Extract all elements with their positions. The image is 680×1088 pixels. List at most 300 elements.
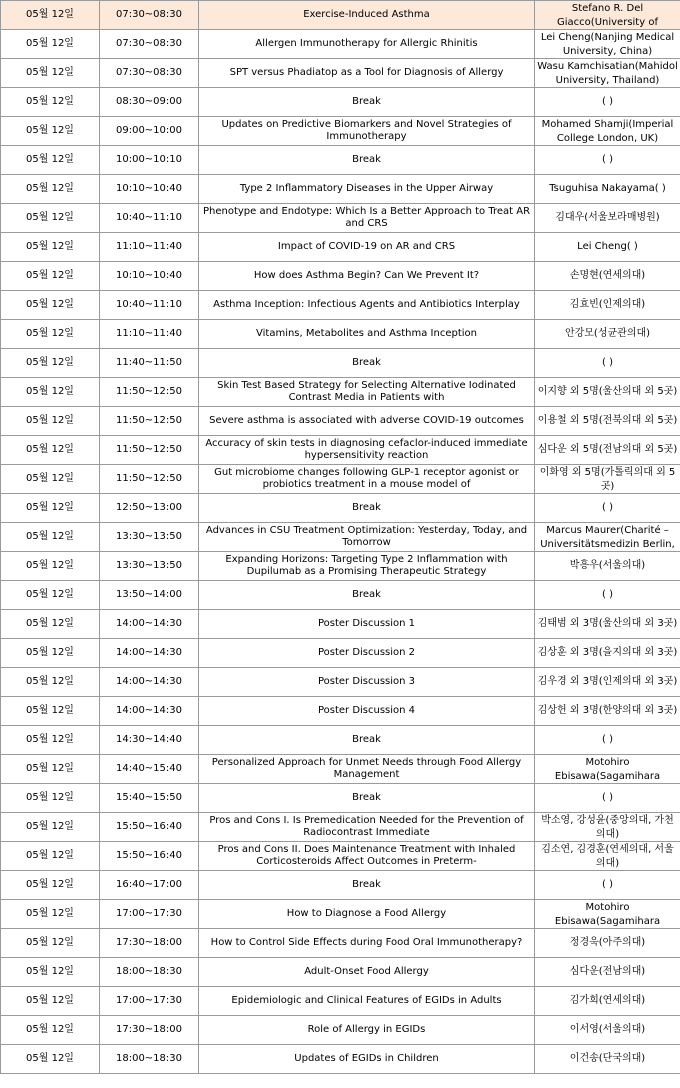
session-speaker: Wasu Kamchisatian(Mahidol University, Thailand): [537, 61, 678, 86]
session-speaker-cell: [535, 262, 680, 291]
session-title-cell: [199, 233, 535, 262]
session-speaker: Motohiro Ebisawa(Sagamihara: [554, 902, 661, 927]
session-title: Updates of EGIDs in Children: [294, 1052, 439, 1064]
table-row: [1, 494, 680, 523]
session-date: 05월 12일: [26, 1024, 74, 1035]
session-date: 05월 12일: [26, 531, 74, 542]
session-title-cell: [199, 291, 535, 320]
session-speaker-cell: [535, 494, 680, 523]
session-time: 07:30~08:30: [115, 67, 182, 78]
session-time-cell: [100, 639, 199, 668]
session-speaker-cell: [535, 639, 680, 668]
table-row: [1, 987, 680, 1016]
session-title: Adult-Onset Food Allergy: [304, 965, 429, 977]
session-title: Personalized Approach for Unmet Needs through Food Allergy Management: [211, 756, 522, 780]
session-date-cell: [1, 1045, 100, 1074]
session-title-cell: [199, 755, 535, 784]
session-date: 05월 12일: [26, 734, 74, 745]
session-title: Break: [352, 588, 381, 600]
session-speaker: 김상헌 외 3명(한양의대 외 3곳): [537, 705, 678, 716]
session-title: Expanding Horizons: Targeting Type 2 Inflammation with Dupilumab as a Promising Therapeutic Strategy: [225, 553, 508, 577]
session-speaker: 이건송(단국의대): [569, 1053, 646, 1064]
session-time-cell: [100, 378, 199, 407]
session-time-cell: [100, 755, 199, 784]
session-date-cell: [1, 291, 100, 320]
session-speaker-cell: [535, 697, 680, 726]
session-date-cell: [1, 436, 100, 465]
table-row: [1, 842, 680, 871]
session-speaker: ( ): [602, 734, 613, 745]
session-title-cell: [199, 871, 535, 900]
session-title: How does Asthma Begin? Can We Prevent It?: [253, 269, 480, 281]
session-date-cell: [1, 407, 100, 436]
session-speaker: ( ): [602, 96, 613, 107]
session-speaker-cell: [535, 987, 680, 1016]
session-title: Break: [352, 878, 381, 890]
session-title-cell: [199, 668, 535, 697]
session-title: Break: [352, 791, 381, 803]
session-speaker-cell: [535, 204, 680, 233]
session-date-cell: [1, 668, 100, 697]
session-title-cell: [199, 117, 535, 146]
session-date-cell: [1, 117, 100, 146]
session-date-cell: [1, 813, 100, 842]
session-time: 10:10~10:40: [115, 183, 182, 194]
session-speaker: 이서영(서울의대): [569, 1024, 646, 1035]
session-title-cell: [199, 726, 535, 755]
session-time: 14:00~14:30: [115, 676, 182, 687]
session-date: 05월 12일: [26, 473, 74, 484]
session-title: SPT versus Phadiatop as a Tool for Diagnosis of Allergy: [229, 66, 504, 78]
session-date-cell: [1, 929, 100, 958]
session-title-cell: [199, 175, 535, 204]
session-speaker-cell: [535, 958, 680, 987]
session-time: 13:30~13:50: [115, 531, 182, 542]
session-speaker-cell: [535, 523, 680, 552]
session-title-cell: [199, 581, 535, 610]
session-title-cell: [199, 349, 535, 378]
session-time-cell: [100, 1045, 199, 1074]
table-row: [1, 378, 680, 407]
session-time: 15:50~16:40: [115, 821, 182, 832]
session-date: 05월 12일: [26, 850, 74, 861]
session-speaker-cell: [535, 30, 680, 59]
session-title-cell: [199, 523, 535, 552]
session-date: 05월 12일: [26, 212, 74, 223]
session-speaker: 김상훈 외 3명(을지의대 외 3곳): [537, 647, 678, 658]
session-date: 05월 12일: [26, 705, 74, 716]
session-time-cell: [100, 784, 199, 813]
table-row: [1, 262, 680, 291]
session-time: 10:10~10:40: [115, 270, 182, 281]
session-time: 11:40~11:50: [115, 357, 182, 368]
session-title: Break: [352, 501, 381, 513]
session-title-cell: [199, 610, 535, 639]
session-date: 05월 12일: [26, 125, 74, 136]
session-time-cell: [100, 523, 199, 552]
session-speaker-cell: [535, 175, 680, 204]
table-row: [1, 117, 680, 146]
session-title: Break: [352, 95, 381, 107]
session-time: 07:30~08:30: [115, 9, 182, 20]
session-speaker-cell: [535, 668, 680, 697]
session-date-cell: [1, 610, 100, 639]
session-speaker: 이용철 외 5명(전북의대 외 5곳): [537, 415, 678, 426]
session-time-cell: [100, 30, 199, 59]
session-speaker-cell: [535, 465, 680, 494]
session-time-cell: [100, 958, 199, 987]
session-title: Poster Discussion 3: [317, 675, 416, 687]
session-title: Impact of COVID-19 on AR and CRS: [277, 240, 456, 252]
session-speaker: 심다운(전남의대): [569, 966, 646, 977]
session-date-cell: [1, 958, 100, 987]
session-title-cell: [199, 146, 535, 175]
session-time-cell: [100, 233, 199, 262]
session-time-cell: [100, 552, 199, 581]
session-time-cell: [100, 987, 199, 1016]
session-time-cell: [100, 465, 199, 494]
session-title: Break: [352, 153, 381, 165]
session-time-cell: [100, 929, 199, 958]
session-time: 17:00~17:30: [115, 995, 182, 1006]
session-time-cell: [100, 900, 199, 929]
session-speaker: ( ): [602, 154, 613, 165]
session-title-cell: [199, 639, 535, 668]
session-date: 05월 12일: [26, 937, 74, 948]
session-speaker: 이화영 외 5명(가톨릭의대 외 5곳): [539, 467, 676, 492]
session-date-cell: [1, 987, 100, 1016]
session-speaker: ( ): [602, 879, 613, 890]
session-date: 05월 12일: [26, 647, 74, 658]
session-time-cell: [100, 407, 199, 436]
session-time-cell: [100, 175, 199, 204]
session-time: 12:50~13:00: [115, 502, 182, 513]
session-speaker-cell: [535, 117, 680, 146]
session-speaker: Lei Cheng( ): [577, 241, 638, 252]
session-time: 08:30~09:00: [115, 96, 182, 107]
session-speaker-cell: [535, 842, 680, 871]
session-date-cell: [1, 262, 100, 291]
session-time: 17:30~18:00: [115, 1024, 182, 1035]
session-speaker: Marcus Maurer(Charité – Universitätsmedizin Berlin,: [540, 525, 675, 550]
session-date: 05월 12일: [26, 415, 74, 426]
session-time: 14:00~14:30: [115, 705, 182, 716]
session-date-cell: [1, 842, 100, 871]
session-date: 05월 12일: [26, 821, 74, 832]
session-time-cell: [100, 88, 199, 117]
session-title: Skin Test Based Strategy for Selecting Alternative Iodinated Contrast Media in Patients with: [217, 379, 516, 403]
session-date-cell: [1, 726, 100, 755]
session-time-cell: [100, 117, 199, 146]
session-title: Type 2 Inflammatory Diseases in the Upper Airway: [239, 182, 494, 194]
session-title: Phenotype and Endotype: Which Is a Better Approach to Treat AR and CRS: [202, 205, 531, 229]
session-speaker: Stefano R. Del Giacco(University of: [557, 3, 658, 28]
session-title-cell: [199, 262, 535, 291]
session-speaker: ( ): [602, 357, 613, 368]
session-title-cell: [199, 842, 535, 871]
session-date: 05월 12일: [26, 328, 74, 339]
session-speaker-cell: [535, 436, 680, 465]
session-speaker: 김소연, 김경훈(연세의대, 서울의대): [541, 844, 674, 869]
session-time: 14:30~14:40: [115, 734, 182, 745]
session-speaker: 김대우(서울보라매병원): [555, 212, 660, 223]
table-row: [1, 1, 680, 30]
session-speaker-cell: [535, 610, 680, 639]
session-time-cell: [100, 1, 199, 30]
session-title: Severe asthma is associated with adverse COVID-19 outcomes: [209, 414, 524, 426]
session-date-cell: [1, 871, 100, 900]
table-row: [1, 610, 680, 639]
session-speaker: ( ): [602, 792, 613, 803]
table-row: [1, 668, 680, 697]
session-time: 17:00~17:30: [115, 908, 182, 919]
table-row: [1, 320, 680, 349]
session-title: Pros and Cons I. Is Premedication Needed for the Prevention of Radiocontrast Immediate: [209, 814, 524, 838]
session-time-cell: [100, 146, 199, 175]
session-time: 07:30~08:30: [115, 38, 182, 49]
table-row: [1, 929, 680, 958]
session-time: 18:00~18:30: [115, 966, 182, 977]
session-speaker-cell: [535, 291, 680, 320]
session-date: 05월 12일: [26, 299, 74, 310]
table-row: [1, 523, 680, 552]
session-speaker-cell: [535, 349, 680, 378]
session-date-cell: [1, 59, 100, 88]
table-row: [1, 1045, 680, 1074]
session-speaker-cell: [535, 233, 680, 262]
session-date-cell: [1, 320, 100, 349]
session-time-cell: [100, 494, 199, 523]
table-row: [1, 88, 680, 117]
table-row: [1, 146, 680, 175]
session-speaker-cell: [535, 929, 680, 958]
session-title: Accuracy of skin tests in diagnosing cefaclor-induced immediate hypersensitivity reaction: [205, 437, 528, 461]
session-speaker: 심다운 외 5명(전남의대 외 5곳): [537, 444, 678, 455]
session-title-cell: [199, 1045, 535, 1074]
session-date-cell: [1, 30, 100, 59]
session-title: How to Diagnose a Food Allergy: [286, 907, 447, 919]
session-date-cell: [1, 175, 100, 204]
session-speaker: 이지향 외 5명(울산의대 외 5곳): [537, 386, 678, 397]
session-time-cell: [100, 262, 199, 291]
session-date-cell: [1, 639, 100, 668]
session-title: How to Control Side Effects during Food Oral Immunotherapy?: [210, 936, 523, 948]
session-time: 14:00~14:30: [115, 647, 182, 658]
table-row: [1, 726, 680, 755]
session-title-cell: [199, 1016, 535, 1045]
session-time-cell: [100, 436, 199, 465]
session-time: 10:40~11:10: [115, 212, 182, 223]
session-time-cell: [100, 59, 199, 88]
table-row: [1, 784, 680, 813]
session-title: Role of Allergy in EGIDs: [307, 1023, 426, 1035]
session-title: Updates on Predictive Biomarkers and Novel Strategies of Immunotherapy: [221, 118, 512, 142]
session-title-cell: [199, 929, 535, 958]
table-row: [1, 581, 680, 610]
session-speaker-cell: [535, 59, 680, 88]
session-speaker: 손명현(연세의대): [569, 270, 646, 281]
session-time-cell: [100, 349, 199, 378]
session-speaker: 정경욱(아주의대): [569, 937, 646, 948]
session-time-cell: [100, 697, 199, 726]
session-date: 05월 12일: [26, 386, 74, 397]
session-time-cell: [100, 668, 199, 697]
session-title-cell: [199, 813, 535, 842]
session-title-cell: [199, 88, 535, 117]
session-speaker-cell: [535, 813, 680, 842]
session-time-cell: [100, 291, 199, 320]
session-date-cell: [1, 581, 100, 610]
session-time: 18:00~18:30: [115, 1053, 182, 1064]
session-date: 05월 12일: [26, 676, 74, 687]
session-title-cell: [199, 30, 535, 59]
session-title-cell: [199, 436, 535, 465]
table-row: [1, 436, 680, 465]
session-title-cell: [199, 204, 535, 233]
session-speaker-cell: [535, 755, 680, 784]
session-date-cell: [1, 697, 100, 726]
session-date: 05월 12일: [26, 96, 74, 107]
session-time: 10:40~11:10: [115, 299, 182, 310]
session-date-cell: [1, 378, 100, 407]
session-title-cell: [199, 59, 535, 88]
table-row: [1, 465, 680, 494]
table-row: [1, 175, 680, 204]
session-time: 16:40~17:00: [115, 879, 182, 890]
session-date: 05월 12일: [26, 618, 74, 629]
session-speaker: 박흥우(서울의대): [569, 560, 646, 571]
session-time: 11:50~12:50: [115, 473, 182, 484]
session-speaker-cell: [535, 378, 680, 407]
session-speaker: 안강모(성균관의대): [564, 328, 651, 339]
session-date: 05월 12일: [26, 502, 74, 513]
session-date-cell: [1, 349, 100, 378]
session-time: 14:00~14:30: [115, 618, 182, 629]
session-speaker-cell: [535, 871, 680, 900]
table-row: [1, 407, 680, 436]
session-date-cell: [1, 494, 100, 523]
session-speaker-cell: [535, 900, 680, 929]
table-row: [1, 958, 680, 987]
table-row: [1, 813, 680, 842]
session-date-cell: [1, 755, 100, 784]
session-time: 15:40~15:50: [115, 792, 182, 803]
session-speaker: 김가희(연세의대): [569, 995, 646, 1006]
session-date: 05월 12일: [26, 792, 74, 803]
session-date: 05월 12일: [26, 560, 74, 571]
table-row: [1, 697, 680, 726]
session-speaker: Lei Cheng(Nanjing Medical University, China): [540, 32, 675, 57]
session-title: Poster Discussion 1: [317, 617, 416, 629]
session-title: Poster Discussion 2: [317, 646, 416, 658]
session-title: Allergen Immunotherapy for Allergic Rhinitis: [255, 37, 478, 49]
session-title-cell: [199, 552, 535, 581]
session-title: Exercise-Induced Asthma: [303, 8, 430, 20]
session-title: Break: [352, 356, 381, 368]
session-speaker-cell: [535, 726, 680, 755]
session-title: Break: [352, 733, 381, 745]
session-title-cell: [199, 784, 535, 813]
session-speaker-cell: [535, 1016, 680, 1045]
session-speaker: Tsuguhisa Nakayama( ): [549, 183, 666, 194]
session-speaker: Motohiro Ebisawa(Sagamihara: [554, 757, 661, 782]
session-time: 14:40~15:40: [115, 763, 182, 774]
session-title: Poster Discussion 4: [317, 704, 416, 716]
session-speaker-cell: [535, 146, 680, 175]
session-time-cell: [100, 871, 199, 900]
session-date: 05월 12일: [26, 357, 74, 368]
session-date-cell: [1, 523, 100, 552]
session-title-cell: [199, 494, 535, 523]
session-date-cell: [1, 146, 100, 175]
table-row: [1, 755, 680, 784]
session-date: 05월 12일: [26, 38, 74, 49]
session-time-cell: [100, 726, 199, 755]
schedule-body: [1, 1, 680, 1074]
session-speaker-cell: [535, 1, 680, 30]
session-date: 05월 12일: [26, 67, 74, 78]
session-date-cell: [1, 1016, 100, 1045]
session-date: 05월 12일: [26, 183, 74, 194]
session-date-cell: [1, 88, 100, 117]
session-date: 05월 12일: [26, 444, 74, 455]
session-speaker: 김우경 외 3명(인제의대 외 3곳): [537, 676, 678, 687]
session-speaker: 김태범 외 3명(울산의대 외 3곳): [537, 618, 678, 629]
session-date: 05월 12일: [26, 1053, 74, 1064]
session-title: Pros and Cons II. Does Maintenance Treatment with Inhaled Corticosteroids Affect Outcomes in Preterm-: [217, 843, 516, 867]
session-time: 13:50~14:00: [115, 589, 182, 600]
session-title-cell: [199, 987, 535, 1016]
session-title: Asthma Inception: Infectious Agents and Antibiotics Interplay: [213, 298, 520, 310]
session-title: Vitamins, Metabolites and Asthma Inception: [256, 327, 477, 339]
session-title-cell: [199, 320, 535, 349]
table-row: [1, 871, 680, 900]
session-speaker: 김효빈(인제의대): [569, 299, 646, 310]
session-speaker-cell: [535, 581, 680, 610]
session-time: 11:50~12:50: [115, 415, 182, 426]
session-date: 05월 12일: [26, 241, 74, 252]
session-speaker-cell: [535, 552, 680, 581]
session-title: Advances in CSU Treatment Optimization: Yesterday, Today, and Tomorrow: [205, 524, 528, 548]
session-time: 15:50~16:40: [115, 850, 182, 861]
session-time: 10:00~10:10: [115, 154, 182, 165]
session-time-cell: [100, 842, 199, 871]
table-row: [1, 552, 680, 581]
session-speaker-cell: [535, 407, 680, 436]
session-date: 05월 12일: [26, 763, 74, 774]
session-speaker: Mohamed Shamji(Imperial College London, UK): [541, 119, 674, 144]
session-date-cell: [1, 465, 100, 494]
session-time: 11:10~11:40: [115, 241, 182, 252]
table-row: [1, 291, 680, 320]
session-date-cell: [1, 552, 100, 581]
session-title: Epidemiologic and Clinical Features of EGIDs in Adults: [231, 994, 502, 1006]
table-row: [1, 639, 680, 668]
table-row: [1, 204, 680, 233]
session-speaker-cell: [535, 784, 680, 813]
session-date-cell: [1, 784, 100, 813]
table-row: [1, 233, 680, 262]
session-title-cell: [199, 378, 535, 407]
session-time: 11:50~12:50: [115, 386, 182, 397]
session-date: 05월 12일: [26, 154, 74, 165]
session-date: 05월 12일: [26, 589, 74, 600]
session-date-cell: [1, 1, 100, 30]
table-row: [1, 900, 680, 929]
session-date: 05월 12일: [26, 966, 74, 977]
session-title-cell: [199, 407, 535, 436]
session-title-cell: [199, 465, 535, 494]
